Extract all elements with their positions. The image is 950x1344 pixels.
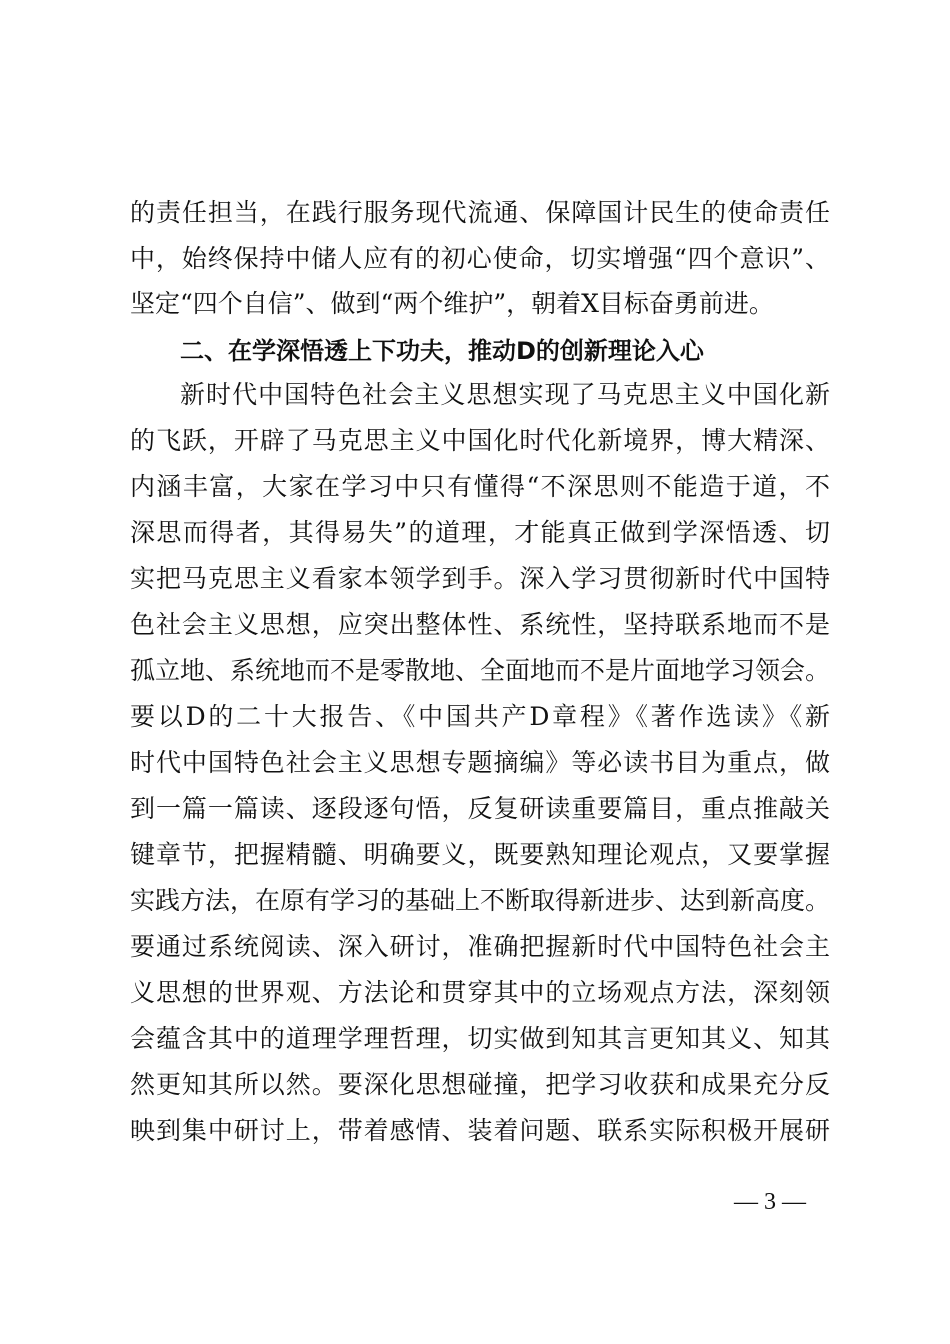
paragraph-line: 新时代中国特色社会主义思想实现了马克思主义中国化新 [180, 380, 830, 409]
paragraph-line: 实践方法，在原有学习的基础上不断取得新进步、达到新高度。 [130, 886, 830, 915]
page-number: — 3 — [734, 1189, 806, 1215]
paragraph-line: 要通过系统阅读、深入研讨，准确把握新时代中国特色社会主 [130, 932, 830, 961]
paragraph-line: 的责任担当，在践行服务现代流通、保障国计民生的使命责任 [130, 198, 830, 227]
paragraph-line: 内涵丰富，大家在学习中只有懂得“不深思则不能造于道，不 [130, 472, 830, 501]
paragraph-line: 深思而得者，其得易失”的道理，才能真正做到学深悟透、切 [130, 518, 830, 547]
paragraph-line: 要以D的二十大报告、《中国共产D章程》《著作选读》《新 [130, 702, 830, 731]
paragraph-line: 到一篇一篇读、逐段逐句悟，反复研读重要篇目，重点推敲关 [130, 794, 830, 823]
paragraph-line: 会蕴含其中的道理学理哲理，切实做到知其言更知其义、知其 [130, 1024, 830, 1053]
paragraph-line: 然更知其所以然。要深化思想碰撞，把学习收获和成果充分反 [130, 1070, 830, 1099]
paragraph-line: 义思想的世界观、方法论和贯穿其中的立场观点方法，深刻领 [130, 978, 830, 1007]
paragraph-line: 实把马克思主义看家本领学到手。深入学习贯彻新时代中国特 [130, 564, 830, 593]
paragraph-line: 中，始终保持中储人应有的初心使命，切实增强“四个意识”、 [130, 244, 830, 273]
paragraph-line: 色社会主义思想，应突出整体性、系统性，坚持联系地而不是 [130, 610, 830, 639]
paragraph-line: 映到集中研讨上，带着感情、装着问题、联系实际积极开展研 [130, 1116, 830, 1145]
paragraph-line: 孤立地、系统地而不是零散地、全面地而不是片面地学习领会。 [130, 656, 830, 685]
paragraph-line: 坚定“四个自信”、做到“两个维护”，朝着X目标奋勇前进。 [130, 289, 774, 318]
section-heading: 二、在学深悟透上下功夫，推动D的创新理论入心 [180, 337, 704, 365]
paragraph-line: 的飞跃，开辟了马克思主义中国化时代化新境界，博大精深、 [130, 426, 830, 455]
paragraph-line: 键章节，把握精髓、明确要义，既要熟知理论观点，又要掌握 [130, 840, 830, 869]
paragraph-line: 时代中国特色社会主义思想专题摘编》等必读书目为重点，做 [130, 748, 830, 777]
